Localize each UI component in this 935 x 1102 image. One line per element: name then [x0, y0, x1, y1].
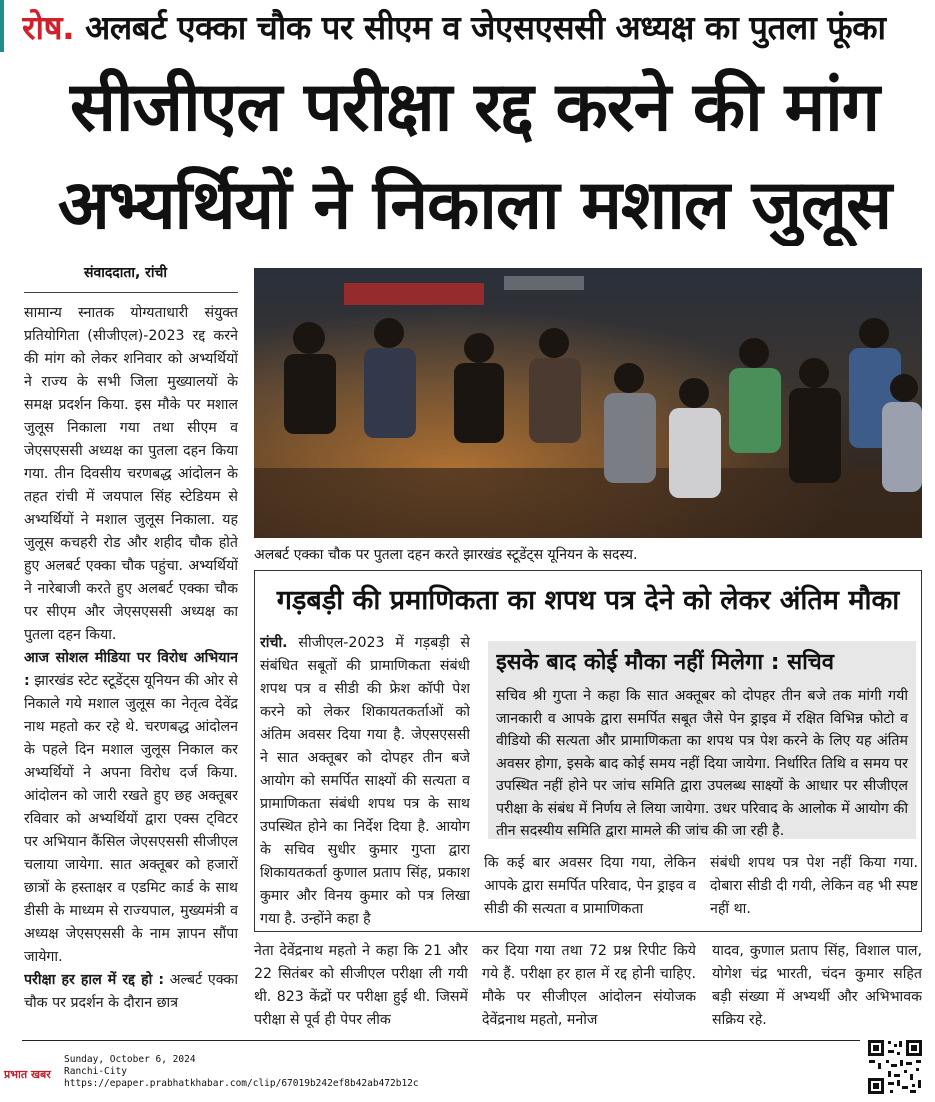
- dateline: रांची.: [260, 635, 288, 651]
- continuation-paragraph-2: कर दिया गया तथा 72 प्रश्न रिपीट किये गये हैं. परीक्षा हर हाल में रद्द होनी चाहिए. मौके पर सीजीएल आंदोलन संयोजक देवेंद्रनाथ महतो, मनोज: [482, 943, 696, 1028]
- footer-date: Sunday, October 6, 2024: [64, 1054, 196, 1065]
- main-story-column: [24, 302, 238, 1030]
- secretary-inset: [488, 641, 916, 839]
- footer-rule: [22, 1040, 860, 1041]
- box-story-paragraph-1: सीजीएल-2023 में गड़बड़ी से संबंधित सबूतों की प्रामाणिकता संबंधी शपथ पत्र व सीडी की फ्रेश कॉपी पेश करने को लेकर शिकायतकर्ताओं को अंतिम अवसर दिया गया है. जेएसएससी ने सात अक्तूबर को दोपहर तीन बजे आयोग को समर्पित साक्ष्यों की सत्यता व प्रामाणिकता संबंधी शपथ पत्र के साथ उपस्थित होने का निर्देश दिया है. आयोग के सचिव सुधीर कुमार गुप्ता द्वारा शिकायतकर्ता कुणाल प्रताप सिंह, प्रकाश कुमार और विनय कुमार को पत्र लिखा गया है. उन्होंने कहा है: [260, 635, 470, 927]
- continuation-column-1: [254, 940, 468, 1032]
- continuation-column-2: [482, 940, 696, 1032]
- subhead-social-media: आज सोशल मीडिया पर विरोध अभियान :: [24, 650, 238, 689]
- kicker-label: रोष.: [22, 8, 75, 47]
- byline: संवाददाता, रांची: [84, 265, 168, 281]
- box-story-column-3: [710, 852, 918, 928]
- footer-edition: Ranchi-City: [64, 1066, 127, 1077]
- kicker: [22, 4, 927, 50]
- subhead-exam-cancel: परीक्षा हर हाल में रद्द हो :: [24, 972, 165, 988]
- byline-rule: [24, 292, 238, 293]
- box-story-paragraph-3: संबंधी शपथ पत्र पेश नहीं किया गया. दोबारा सीडी दी गयी, लेकिन वह भी स्पष्ट नहीं था.: [710, 855, 918, 917]
- main-story-paragraph-3: अल्बर्ट एक्का चौक पर प्रदर्शन के दौरान छात्र: [24, 972, 238, 1011]
- box-story-column-1: [260, 632, 470, 928]
- prabhat-khabar-logo: प्रभात खबर: [4, 1068, 51, 1081]
- box-story-column-2: [484, 852, 696, 928]
- footer-url[interactable]: https://epaper.prabhatkhabar.com/clip/67019b242ef8b42ab472b12c: [64, 1078, 419, 1089]
- protest-photo: [254, 268, 922, 538]
- main-story-paragraph-1: सामान्य स्नातक योग्यताधारी संयुक्त प्रतियोगिता (सीजीएल)-2023 रद्द करने की मांग को लेकर शनिवार को अभ्यर्थियों ने राज्य के सभी जिला मुख्यालयों के समक्ष प्रदर्शन किया. इस मौके पर मशाल जुलूस निकाला गया तथा सीएम व जेएसएससी अध्यक्ष का पुतला दहन किया गया. तीन दिवसीय चरणबद्ध आंदोलन के तहत रांची में जयपाल सिंह स्टेडियम से अभ्यर्थियों ने मशाल जुलूस निकाला. यह जुलूस कचहरी रोड और शहीद चौक होते हुए अलबर्ट एक्का चौक पहुंचा. अभ्यर्थियों ने नारेबाजी करते हुए अलबर्ट एक्का चौक पर सीएम और जेएसएससी अध्यक्ष का पुतला दहन किया.: [24, 305, 238, 643]
- inset-body: सचिव श्री गुप्ता ने कहा कि सात अक्तूबर को दोपहर तीन बजे तक मांगी गयी जानकारी व आपके द्वारा समर्पित सबूत जैसे पेन ड्राइव में रक्षित विभिन्न फोटो व वीडियो की सत्यता और प्रामाणिकता का शपथ पत्र पेश करने के लिए यह अंतिम अवसर होगा, इसके बाद कोई समय नहीं दिया जायेगा. निर्धारित तिथि व समय पर उपस्थित नहीं होने पर जांच समिति द्वारा उपलब्ध साक्ष्यों के आधार पर सीजीएल परीक्षा के संबंध में निर्णय ले लिया जायेगा. उधर परिवाद के आलोक में आयोग की तीन सदस्यीय समिति द्वारा मामले की जांच की जा रही है.: [496, 688, 908, 839]
- photo-caption: अलबर्ट एक्का चौक पर पुतला दहन करते झारखंड स्टूडेंट्स यूनियन के सदस्य.: [254, 547, 638, 563]
- box-story-paragraph-2: कि कई बार अवसर दिया गया, लेकिन आपके द्वारा समर्पित परिवाद, पेन ड्राइव व सीडी की सत्यता व प्रामाणिकता: [484, 855, 696, 917]
- kicker-text: अलबर्ट एक्का चौक पर सीएम व जेएसएससी अध्यक्ष का पुतला फूंका: [85, 8, 886, 47]
- qr-code-icon[interactable]: [866, 1038, 924, 1096]
- continuation-column-3: [712, 940, 922, 1032]
- main-story-paragraph-2: झारखंड स्टेट स्टूडेंट्स यूनियन की ओर से निकाले गये मशाल जुलूस का नेतृत्व देवेंद्र नाथ महतो कर रहे थे. चरणबद्ध आंदोलन के पहले दिन मशाल जुलूस निकाल कर अभ्यर्थियों ने अपना विरोध दर्ज किया. आंदोलन को जारी रखते हुए छह अक्तूबर रविवार को अभ्यर्थियों द्वारा एक्स ट्विटर पर अभियान कैंसिल जेएसएससी सीजीएल चलाया जायेगा. सात अक्तूबर को हजारों छात्रों के हस्ताक्षर व एडमिट कार्ड के साथ डीसी के माध्यम से राज्यपाल, मुख्यमंत्री व अध्यक्ष जेएसएससी के नाम ज्ञापन सौंपा जायेगा.: [24, 673, 238, 965]
- inset-title: इसके बाद कोई मौका नहीं मिलेगा : सचिव: [496, 650, 834, 675]
- continuation-paragraph-3: यादव, कुणाल प्रताप सिंह, विशाल पाल, योगेश चंद्र भारती, चंदन कुमार सहित बड़ी संख्या में अभ्यर्थी और अभिभावक सक्रिय रहे.: [712, 943, 922, 1028]
- headline-line-2: अभ्यर्थियों ने निकाला मशाल जुलूस: [57, 166, 892, 245]
- box-story-title: गड़बड़ी की प्रमाणिकता का शपथ पत्र देने को लेकर अंतिम मौका: [276, 585, 900, 616]
- accent-bar: [0, 0, 4, 52]
- continuation-paragraph-1: नेता देवेंद्रनाथ महतो ने कहा कि 21 और 22 सितंबर को सीजीएल परीक्षा ली गयी थी. 823 केंद्रों पर परीक्षा हुई थी. जिसमें परीक्षा से पूर्व ही पेपर लीक: [254, 943, 468, 1028]
- headline-line-1: सीजीएल परीक्षा रद्द करने की मांग: [69, 68, 880, 147]
- footer-meta: [64, 1054, 419, 1090]
